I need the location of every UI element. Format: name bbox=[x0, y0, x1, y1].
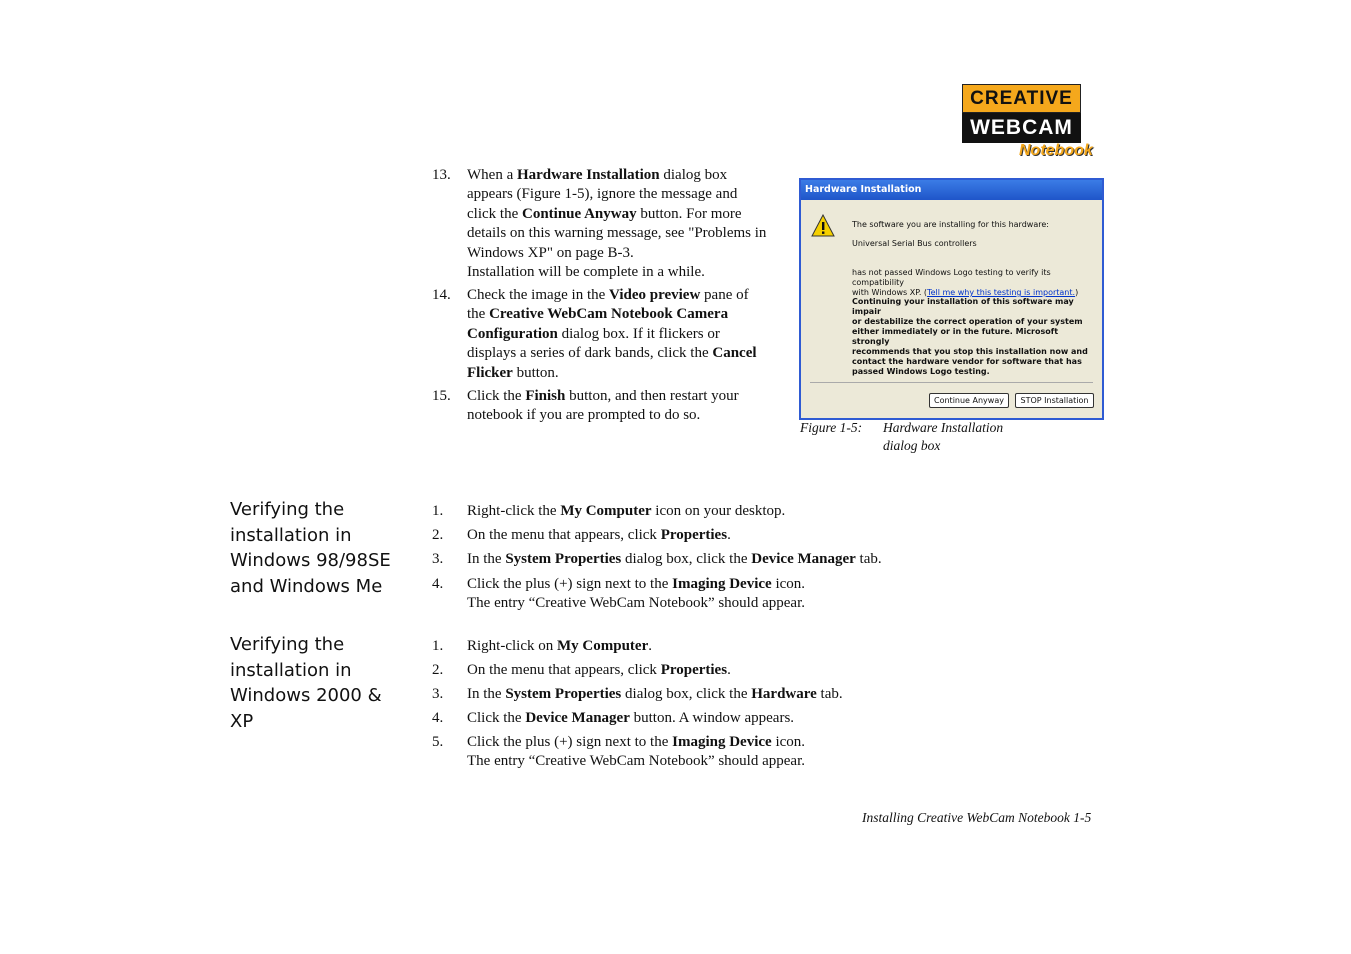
dialog-device-name: Universal Serial Bus controllers bbox=[852, 239, 977, 248]
step-line: On the menu that appears, click Properties. bbox=[467, 527, 731, 543]
figure-label: Figure 1-5: bbox=[800, 420, 863, 435]
step-line: Click the Finish button, and then restart your bbox=[467, 388, 739, 404]
step-text bbox=[467, 526, 937, 545]
step-text bbox=[467, 550, 937, 569]
step-number: 1. bbox=[432, 638, 444, 654]
step-line: appears (Figure 1-5), ignore the message and bbox=[467, 186, 738, 203]
step-line: The entry “Creative WebCam Notebook” should appear. bbox=[467, 595, 805, 612]
step-number: 2. bbox=[432, 662, 444, 678]
heading-line: Verifying the bbox=[230, 499, 345, 520]
step-text bbox=[467, 637, 937, 656]
section-heading-win2000 bbox=[230, 632, 410, 734]
step-number: 14. bbox=[432, 287, 451, 303]
step-line: Installation will be complete in a while. bbox=[467, 264, 705, 281]
dialog-title: Hardware Installation bbox=[801, 180, 1102, 200]
step-line: the Creative WebCam Notebook Camera bbox=[467, 306, 729, 323]
logo-notebook: Notebook bbox=[1019, 142, 1093, 159]
logo-creative: CREATIVE bbox=[962, 84, 1081, 113]
dialog-warning-line: Continuing your installation of this software may impair bbox=[852, 297, 1074, 316]
step-line: Right-click the My Computer icon on your desktop. bbox=[467, 503, 786, 519]
heading-line: Windows 98/98SE bbox=[230, 550, 391, 571]
hardware-installation-dialog bbox=[799, 178, 1104, 420]
step-line: Click the plus (+) sign next to the Imaging Device icon. bbox=[467, 576, 806, 592]
step-text bbox=[467, 575, 937, 614]
step-line: details on this warning message, see "Problems in bbox=[467, 225, 767, 242]
heading-line: XP bbox=[230, 710, 254, 732]
step-number: 3. bbox=[432, 686, 444, 702]
step-text bbox=[467, 685, 937, 704]
dialog-warning-line: contact the hardware vendor for software that has bbox=[852, 357, 1082, 366]
step-text bbox=[467, 502, 937, 521]
dialog-separator bbox=[810, 382, 1093, 383]
dialog-logo-message bbox=[852, 268, 1097, 298]
step-line: notebook if you are prompted to do so. bbox=[467, 407, 701, 424]
step-line: The entry “Creative WebCam Notebook” should appear. bbox=[467, 753, 805, 770]
step-number: 4. bbox=[432, 710, 444, 726]
logo-webcam: WEBCAM bbox=[962, 113, 1081, 143]
step-line: Click the Device Manager button. A window appears. bbox=[467, 710, 795, 726]
step-line: In the System Properties dialog box, click the Hardware tab. bbox=[467, 686, 843, 702]
step-number: 5. bbox=[432, 734, 444, 750]
step-text bbox=[467, 661, 937, 680]
step-number: 4. bbox=[432, 576, 444, 592]
section-heading-win98 bbox=[230, 497, 410, 599]
step-number: 1. bbox=[432, 503, 444, 519]
step-text bbox=[467, 709, 937, 728]
dialog-warning-line: passed Windows Logo testing. bbox=[852, 367, 990, 376]
heading-line: Verifying the bbox=[230, 634, 345, 655]
dialog-warning-line: either immediately or in the future. Microsoft strongly bbox=[852, 327, 1059, 346]
step-line: click the Continue Anyway button. For more bbox=[467, 205, 742, 222]
heading-line: Windows 2000 & bbox=[230, 685, 382, 706]
heading-line: and Windows Me bbox=[230, 575, 383, 597]
step-number: 3. bbox=[432, 551, 444, 567]
step-line: Click the plus (+) sign next to the Imaging Device icon. bbox=[467, 734, 806, 750]
dialog-warning-line: or destabilize the correct operation of your system bbox=[852, 317, 1083, 326]
dialog-logo-line2-end: ) bbox=[1075, 288, 1079, 297]
figure-caption-line1: Hardware Installation bbox=[883, 420, 1004, 435]
heading-line: installation in bbox=[230, 659, 352, 681]
dialog-logo-line1: has not passed Windows Logo testing to verify its compatibility bbox=[852, 268, 1051, 287]
step-number: 15. bbox=[432, 388, 451, 404]
creative-webcam-logo bbox=[962, 84, 1110, 164]
step-line: Flicker button. bbox=[467, 364, 559, 381]
step-line: Check the image in the Video preview pane of bbox=[467, 287, 749, 303]
figure-caption bbox=[883, 419, 1003, 455]
step-number: 13. bbox=[432, 167, 451, 183]
step-line: Windows XP" on page B-3. bbox=[467, 244, 634, 261]
stop-installation-button[interactable]: STOP Installation bbox=[1015, 393, 1094, 408]
page-footer: Installing Creative WebCam Notebook 1-5 bbox=[862, 810, 1092, 825]
dialog-warning-text bbox=[852, 297, 1097, 377]
step-number: 2. bbox=[432, 527, 444, 543]
warning-icon bbox=[811, 214, 835, 238]
continue-anyway-button[interactable]: Continue Anyway bbox=[929, 393, 1009, 408]
dialog-help-link[interactable]: Tell me why this testing is important. bbox=[927, 288, 1076, 297]
dialog-text-intro: The software you are installing for this hardware: bbox=[852, 220, 1049, 229]
dialog-logo-line2: with Windows XP. ( bbox=[852, 288, 928, 297]
step-line: When a Hardware Installation dialog box bbox=[467, 167, 728, 183]
step-line: Configuration dialog box. If it flickers or bbox=[467, 325, 720, 342]
step-line: On the menu that appears, click Properties. bbox=[467, 662, 731, 678]
step-text bbox=[467, 733, 937, 772]
figure-caption-line2: dialog box bbox=[883, 438, 941, 453]
step-line: In the System Properties dialog box, click the Device Manager tab. bbox=[467, 551, 882, 567]
step-line: displays a series of dark bands, click the Cancel bbox=[467, 345, 757, 362]
dialog-warning-line: recommends that you stop this installation now and bbox=[852, 347, 1088, 356]
heading-line: installation in bbox=[230, 524, 352, 546]
step-line: Right-click on My Computer. bbox=[467, 638, 652, 654]
